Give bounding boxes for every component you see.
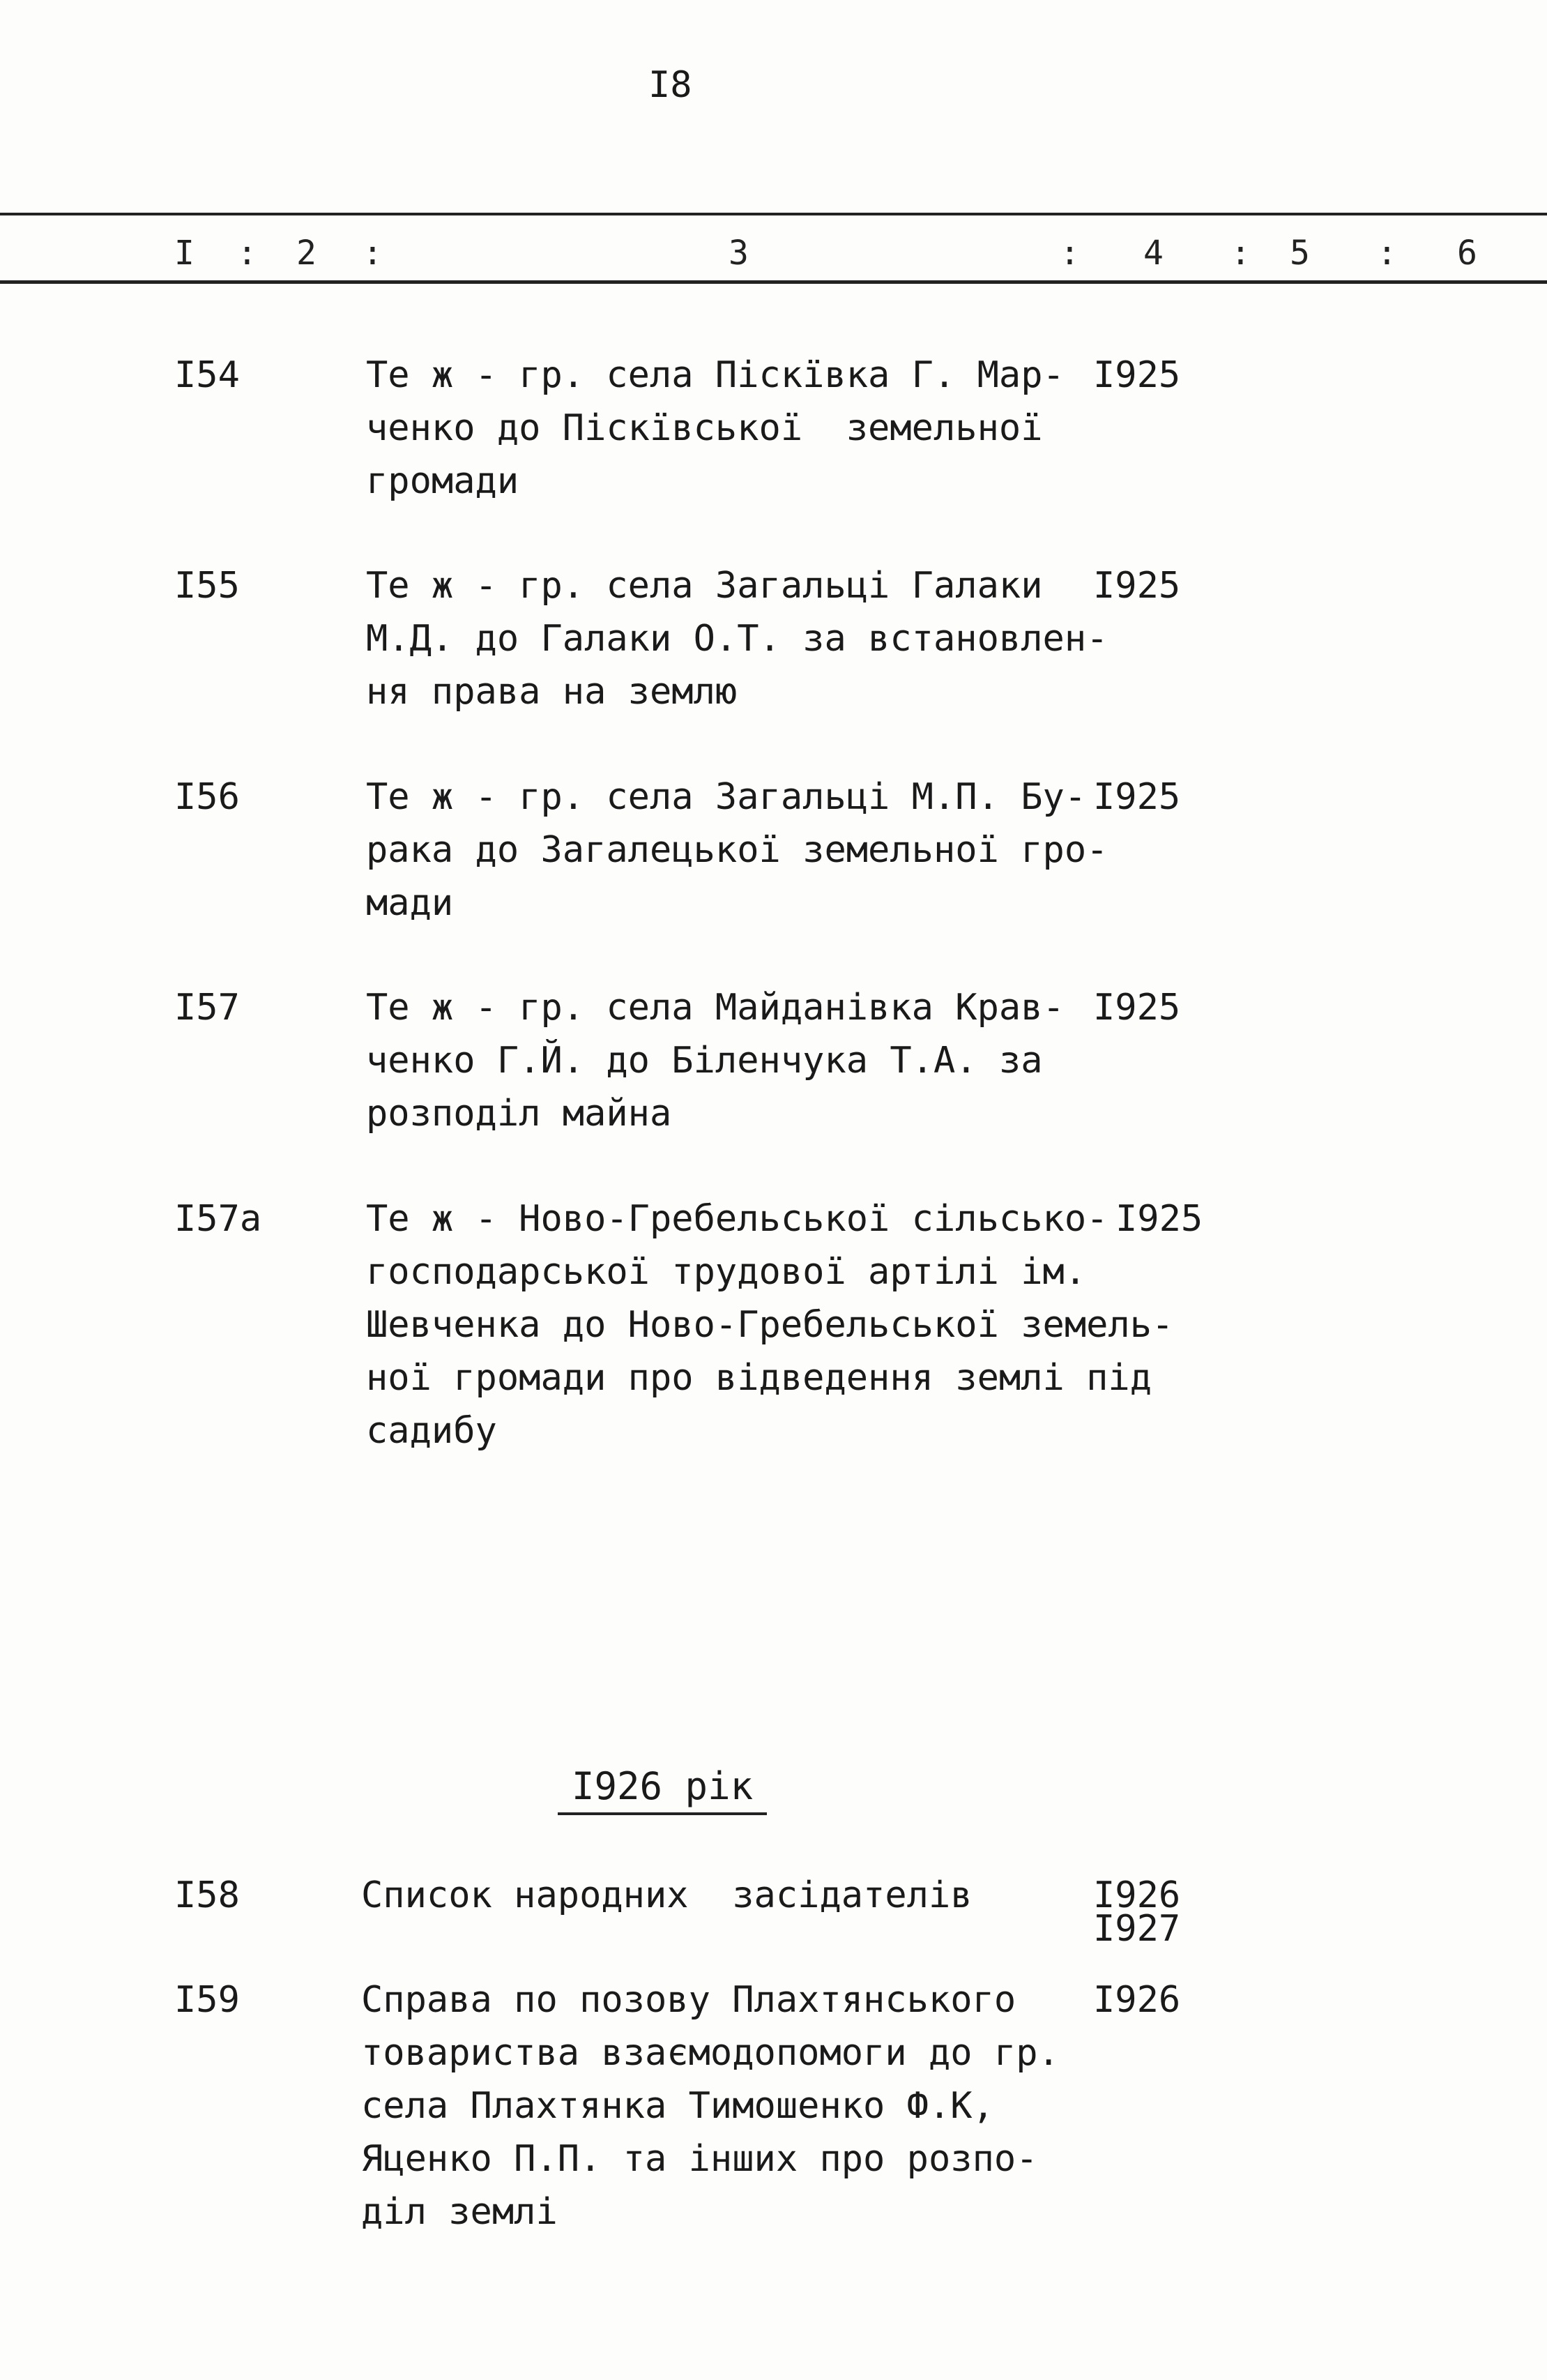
description-line: ної громади про відведення землі під xyxy=(366,1357,1152,1399)
column-separator: : xyxy=(1060,234,1080,273)
row-number: I58 xyxy=(174,1874,240,1916)
row-number: I55 xyxy=(174,565,240,607)
row-year: I925 xyxy=(1115,1198,1203,1240)
table-top-rule xyxy=(0,213,1547,215)
description-line: мади xyxy=(366,882,454,924)
row-year: I925 xyxy=(1093,776,1181,818)
row-year-start: I926 xyxy=(1093,1874,1181,1916)
column-header-3: 3 xyxy=(729,234,749,273)
column-header-2: 2 xyxy=(296,234,317,273)
description-line: садибу xyxy=(366,1410,497,1452)
row-description xyxy=(366,981,1091,1140)
row-year-range xyxy=(1093,1874,1181,1950)
row-description xyxy=(366,349,1091,508)
description-line: Справа по позову Плахтянського xyxy=(361,1979,1016,2021)
description-line: Те ж - гр. села Піскївка Г. Мар- xyxy=(366,354,1065,396)
table-header-rule xyxy=(0,280,1547,284)
description-line: Шевченка до Ново-Гребельської земель- xyxy=(366,1304,1174,1346)
row-year: I925 xyxy=(1093,987,1181,1029)
description-line: товариства взаємодопомоги до гр. xyxy=(361,2032,1060,2074)
description-line: Яценко П.П. та інших про розпо- xyxy=(361,2138,1038,2180)
row-number: I56 xyxy=(174,776,240,818)
row-number: I57 xyxy=(174,987,240,1029)
description-line: М.Д. до Галаки О.Т. за встановлен- xyxy=(366,618,1108,660)
column-separator: : xyxy=(363,234,383,273)
row-year: I925 xyxy=(1093,354,1181,396)
column-header-5: 5 xyxy=(1290,234,1310,273)
description-line: ченко Г.Й. до Біленчука Т.А. за xyxy=(366,1040,1043,1082)
description-line: Те ж - гр. села Майданівка Крав- xyxy=(366,987,1065,1029)
column-separator: : xyxy=(1230,234,1251,273)
description-line: господарської трудової артілі ім. xyxy=(366,1251,1087,1293)
description-line: Те ж - гр. села Загальці Галаки xyxy=(366,565,1043,607)
description-line: розподіл майна xyxy=(366,1093,672,1135)
description-line: ня права на землю xyxy=(366,671,738,713)
row-description xyxy=(361,1973,1086,2238)
row-year: I925 xyxy=(1093,565,1181,607)
row-number: I59 xyxy=(174,1979,240,2021)
row-description xyxy=(366,559,1108,718)
description-line: села Плахтянка Тимошенко Ф.К, xyxy=(361,2085,994,2127)
description-line: рака до Загалецької земельної гро- xyxy=(366,829,1108,871)
row-description xyxy=(361,1869,1086,1922)
description-line: діл землі xyxy=(361,2191,558,2233)
description-line: Список народних засідателів xyxy=(361,1874,973,1916)
column-separator: : xyxy=(237,234,257,273)
row-number: I57a xyxy=(174,1198,262,1240)
description-line: Те ж - гр. села Загальці М.П. Бу- xyxy=(366,776,1087,818)
description-line: громади xyxy=(366,460,519,502)
row-year-end: I927 xyxy=(1093,1908,1181,1950)
page-number: I8 xyxy=(648,64,692,106)
column-header-6: 6 xyxy=(1457,234,1477,273)
row-year: I926 xyxy=(1093,1979,1181,2021)
column-header-4: 4 xyxy=(1143,234,1164,273)
column-header-1: I xyxy=(174,234,195,273)
row-description xyxy=(366,771,1108,930)
section-title: I926 рік xyxy=(558,1764,767,1815)
row-number: I54 xyxy=(174,354,240,396)
description-line: Те ж - Ново-Гребельської сільсько- xyxy=(366,1198,1108,1240)
description-line: ченко до Піскївської земельної xyxy=(366,407,1043,449)
column-separator: : xyxy=(1377,234,1397,273)
